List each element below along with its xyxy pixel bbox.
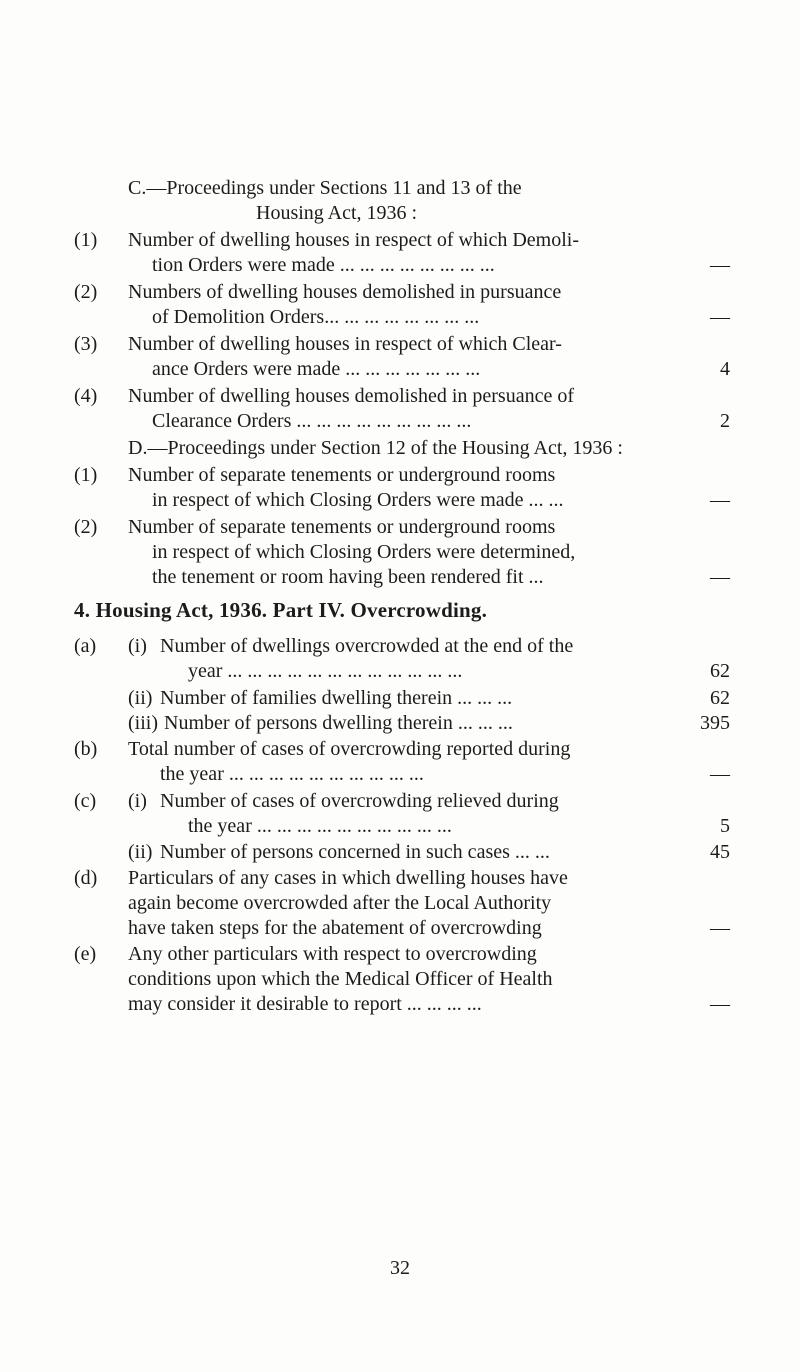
item-text: Number of families dwelling therein ... ... ...	[160, 687, 513, 709]
item-text: Number of persons concerned in such cases ... ...	[160, 841, 550, 863]
item-text: Numbers of dwelling houses demolished in pursuance	[128, 281, 562, 303]
sub-item-number: (i)	[128, 635, 147, 657]
item-text: ance Orders were made ... ... ... ... ... ... ...	[152, 358, 481, 380]
item-value: —	[710, 489, 730, 511]
item-number: (d)	[74, 867, 98, 889]
item-number: (1)	[74, 229, 98, 251]
section-c-heading-cont: Housing Act, 1936 :	[256, 202, 418, 224]
section-4-heading: 4. Housing Act, 1936. Part IV. Overcrowding.	[74, 598, 488, 622]
section-c-heading: C.—Proceedings under Sections 11 and 13 of the	[128, 177, 522, 199]
item-text: Number of separate tenements or underground rooms	[128, 464, 556, 486]
item-value: —	[710, 254, 730, 276]
item-text: Number of dwelling houses in respect of which Demoli-	[128, 229, 580, 251]
item-text: Number of dwelling houses demolished in persuance of	[128, 385, 575, 407]
item-text: year ... ... ... ... ... ... ... ... ... ... ... ...	[188, 660, 463, 682]
item-text: the year ... ... ... ... ... ... ... ... ... ...	[160, 763, 424, 785]
item-value: 4	[720, 358, 730, 380]
item-value: 5	[720, 815, 730, 837]
item-text: the tenement or room having been rendered fit ...	[152, 566, 544, 588]
sub-item-number: (ii)	[128, 841, 153, 863]
item-text: Number of separate tenements or underground rooms	[128, 516, 556, 538]
item-text: the year ... ... ... ... ... ... ... ... ... ...	[188, 815, 452, 837]
item-value: 2	[720, 410, 730, 432]
item-text: may consider it desirable to report ... ... ... ...	[128, 993, 482, 1015]
item-text: Number of dwellings overcrowded at the end of the	[160, 635, 574, 657]
item-text: of Demolition Orders... ... ... ... ... ... ... ...	[152, 306, 480, 328]
item-text: Number of persons dwelling therein ... ... ...	[164, 712, 513, 734]
item-number: (4)	[74, 385, 98, 407]
item-number: (a)	[74, 635, 97, 657]
item-value: —	[710, 306, 730, 328]
item-number: (b)	[74, 738, 98, 760]
item-text: tion Orders were made ... ... ... ... ... ... ... ...	[152, 254, 495, 276]
sub-item-number: (ii)	[128, 687, 153, 709]
item-value: 395	[700, 712, 730, 734]
item-value: —	[710, 763, 730, 785]
item-number: (1)	[74, 464, 98, 486]
item-value: —	[710, 993, 730, 1015]
item-value: 45	[710, 841, 730, 863]
item-number: (2)	[74, 281, 98, 303]
page-number: 32	[390, 1257, 410, 1279]
item-number: (3)	[74, 333, 98, 355]
item-text: Any other particulars with respect to overcrowding	[128, 943, 537, 965]
item-text: in respect of which Closing Orders were made ... ...	[152, 489, 564, 511]
sub-item-number: (iii)	[128, 712, 158, 734]
item-text: conditions upon which the Medical Officer of Health	[128, 968, 553, 990]
item-text: have taken steps for the abatement of overcrowding	[128, 917, 542, 939]
section-d-heading: D.—Proceedings under Section 12 of the Housing Act, 1936 :	[128, 437, 623, 459]
item-value: —	[710, 566, 730, 588]
item-value: —	[710, 917, 730, 939]
item-value: 62	[710, 660, 730, 682]
item-text: Clearance Orders ... ... ... ... ... ... ... ... ...	[152, 410, 472, 432]
sub-item-number: (i)	[128, 790, 147, 812]
item-text: Particulars of any cases in which dwelling houses have	[128, 867, 568, 889]
item-value: 62	[710, 687, 730, 709]
item-number: (e)	[74, 943, 97, 965]
item-number: (c)	[74, 790, 97, 812]
item-text: in respect of which Closing Orders were determined,	[152, 541, 576, 563]
item-number: (2)	[74, 516, 98, 538]
item-text: again become overcrowded after the Local Authority	[128, 892, 552, 914]
item-text: Number of dwelling houses in respect of which Clear-	[128, 333, 562, 355]
item-text: Total number of cases of overcrowding reported during	[128, 738, 571, 760]
item-text: Number of cases of overcrowding relieved during	[160, 790, 559, 812]
